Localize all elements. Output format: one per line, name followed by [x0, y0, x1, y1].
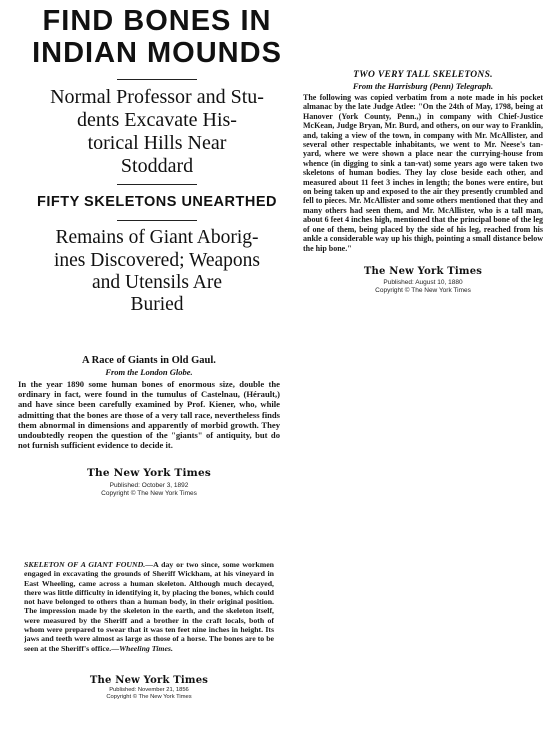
deck-2-line: Remains of Giant Aborig- [55, 227, 259, 249]
newspaper-logo: The New York Times [87, 467, 211, 480]
published-date: Published: November 21, 1856 [109, 686, 189, 693]
article-body: In the year 1890 some human bones of enormous size, double the ordinary in fact, were found in the tumulus of Castelnau, (Hérault,) and have since been carefully examined by Prof. Kiener, who, while admitting that the bones are those of a very tall race, nevertheless finds them abnormal in dimensions and apparently of morbid growth. They undoubtedly reopen the question of the "giants" of antiquity, but do not furnish sufficient evidence to decide it. [18, 379, 280, 451]
copyright: Copyright © The New York Times [375, 286, 471, 294]
deck-1-line: torical Hills Near [87, 131, 227, 154]
subhead: FIFTY SKELETONS UNEARTHED [37, 193, 277, 210]
clipping-find-bones [14, 4, 300, 340]
divider [117, 79, 197, 80]
clipping-two-tall-skeletons [303, 70, 543, 358]
headline-line-2: INDIAN MOUNDS [32, 37, 282, 70]
published-date: Published: August 10, 1880 [383, 278, 463, 286]
newspaper-logo: The New York Times [363, 265, 483, 277]
deck-2 [14, 227, 300, 317]
divider [117, 220, 197, 221]
article-body [24, 560, 274, 653]
divider [117, 184, 197, 185]
clipping-race-of-giants [18, 355, 280, 545]
copyright: Copyright © The New York Times [106, 693, 192, 700]
article-source: Wheeling Times. [119, 643, 173, 653]
deck-2-line: Buried [130, 294, 184, 316]
article-text: —A day or two since, some workmen engaged in excavating the grounds of Sheriff Wickham, at his vineyard in East Wheeling, came across a human skeleton. Although much decayed, there was little difficulty in identifying it, by placing the bones, which could not have belonged to others than a human body, in their original position. The impression made by the skeleton in the earth, and the skeleton itself, were measured by the Sheriff and a brother in the craft locals, both of whom were prepared to swear that it was ten feet nine inches in height. Its jaws and teeth were almost as large as those of a horse. The bones are to be seen at the Sheriff's office.— [24, 560, 275, 653]
article-title: A Race of Giants in Old Gaul. [82, 355, 216, 366]
article-title: SKELETON OF A GIANT FOUND. [24, 560, 146, 569]
deck-2-line: and Utensils Are [92, 271, 222, 293]
copyright: Copyright © The New York Times [101, 490, 197, 498]
article-body: The following was copied verbatim from a note made in his pocket almanac by the late Judge Atlee: "On the 24th of May, 1798, being at Hanover (York County, Penn.,) in company with Chief-Justice McKean, Judge Bryan, Mr. Burd, and others, on our way to Franklin, and, taking a view of the town, in company with Mr. McAllister, and several other respectable inhabitants, we went to Mr. Neese's tan-yard, where we were shown a place near the currying-house from whence (in digging to sink a tan-vat) some years ago were taken two skeletons of human bodies. They lay close beside each other, and measured about 11 feet 3 inches in length; the bones were entire, but on being taken up and exposed to the air they presently crumbled and fell to pieces. Mr. McAllister and some others mentioned that they and many others had seen them, and Mr. McAllister, who is a tall man, about 6 feet 4 inches high, mentioned that the principal bone of the leg of one of them, being placed by the side of his leg, reached from his ankle a considerable way up his thigh, pointing a small distance below the hip bone." [303, 93, 543, 253]
deck-1-line: Normal Professor and Stu- [50, 85, 264, 108]
headline-line-1: FIND BONES IN [42, 5, 272, 37]
deck-1-line: dents Excavate His- [77, 108, 237, 131]
article-source: From the London Globe. [105, 367, 193, 377]
clipping-skeleton-giant-found [24, 560, 274, 746]
article-source: From the Harrisburg (Penn) Telegraph. [352, 81, 494, 91]
deck-1-line: Stoddard [120, 154, 194, 177]
deck-1 [14, 86, 300, 178]
published-date: Published: October 3, 1892 [109, 482, 189, 490]
deck-2-line: ines Discovered; Weapons [53, 249, 261, 271]
newspaper-logo: The New York Times [89, 674, 209, 686]
article-title: TWO VERY TALL SKELETONS. [353, 70, 493, 80]
